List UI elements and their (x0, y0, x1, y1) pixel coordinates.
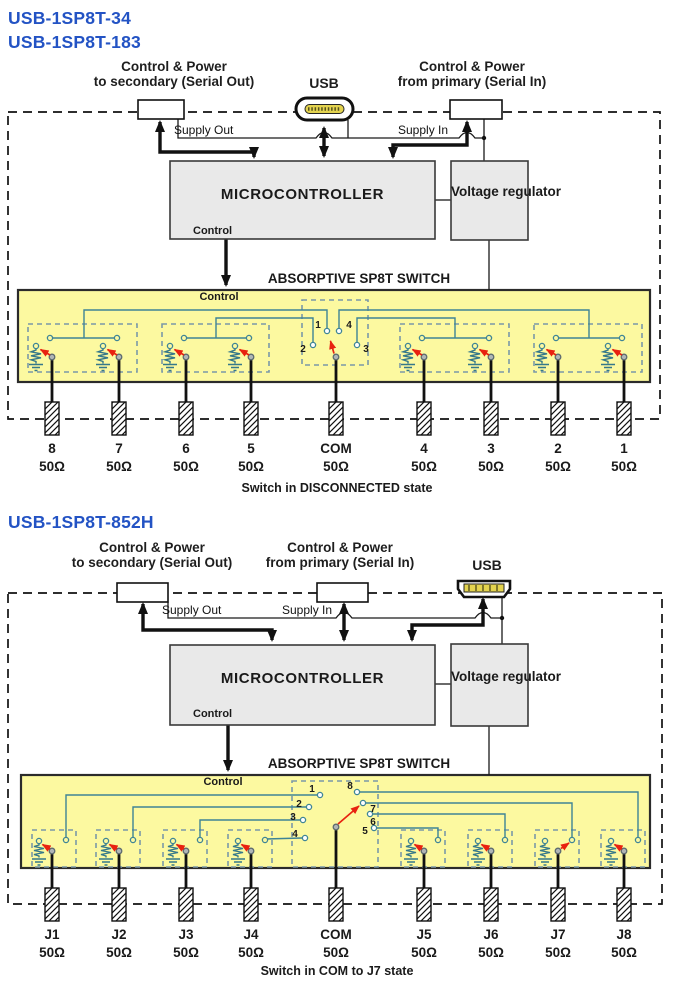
com-terminal-2: 2 (300, 344, 306, 355)
port-impedance: 50Ω (238, 945, 264, 960)
port-impedance: 50Ω (478, 459, 504, 474)
usb-mini-connector (458, 581, 510, 597)
port-label: J2 (111, 927, 127, 942)
port-impedance: 50Ω (39, 459, 65, 474)
com-terminal-1: 1 (315, 320, 321, 331)
serial-out-label-line2: to secondary (Serial Out) (93, 74, 255, 89)
port-label: 6 (182, 441, 190, 456)
port-impedance: 50Ω (39, 945, 65, 960)
junction-dot (500, 616, 504, 620)
com-terminal-6: 6 (370, 817, 376, 828)
port-label: 7 (115, 441, 123, 456)
serial-in-connector (317, 583, 368, 602)
serial-out-label-line1: Control & Power (121, 59, 227, 74)
voltage-regulator-box (451, 644, 562, 726)
port-label: 4 (420, 441, 428, 456)
com-terminal-1: 1 (309, 784, 315, 795)
serial-in-label-line2: from primary (Serial In) (397, 74, 547, 89)
port-label: COM (320, 927, 352, 942)
com-terminal-3: 3 (290, 812, 296, 823)
port-impedance: 50Ω (106, 945, 132, 960)
switch-title-label: ABSORPTIVE SP8T SWITCH (267, 271, 451, 286)
usb-data-arrow (412, 599, 483, 640)
port-label: J6 (483, 927, 499, 942)
port-label: COM (320, 441, 352, 456)
diagram2-caption: Switch in COM to J7 state (260, 964, 414, 978)
port-impedance: 50Ω (545, 945, 571, 960)
microcontroller-label: MICROCONTROLLER (220, 670, 385, 687)
port-label: 2 (554, 441, 562, 456)
com-terminal-4: 4 (292, 829, 298, 840)
com-terminal-5: 5 (362, 826, 368, 837)
switch-control-label: Control (199, 291, 239, 303)
diagram1-graphics (8, 98, 660, 435)
com-terminal-2: 2 (296, 799, 302, 810)
port-impedance: 50Ω (173, 459, 199, 474)
diagram1-caption: Switch in DISCONNECTED state (241, 481, 433, 495)
model-title-1: USB-1SP8T-34 (8, 8, 132, 28)
usb-c-connector (296, 98, 353, 120)
port-impedance: 50Ω (323, 459, 349, 474)
port-label: 8 (48, 441, 56, 456)
serial-in-label-line1: Control & Power (419, 59, 525, 74)
port-label: J1 (44, 927, 60, 942)
model-title-3: USB-1SP8T-852H (8, 512, 154, 532)
port-impedance: 50Ω (611, 459, 637, 474)
microcontroller-label: MICROCONTROLLER (220, 186, 385, 203)
port-impedance: 50Ω (411, 459, 437, 474)
serial-out-label-line1: Control & Power (99, 540, 205, 555)
serial-in-connector (450, 100, 502, 119)
port-label: J8 (616, 927, 632, 942)
port-label: J7 (550, 927, 566, 942)
com-terminal-7: 7 (370, 804, 376, 815)
model-title-2: USB-1SP8T-183 (8, 32, 141, 52)
serial-out-connector (138, 100, 184, 119)
voltage-regulator-label: Voltage regulator (451, 184, 562, 199)
com-terminal-3: 3 (363, 344, 369, 355)
com-terminal-8: 8 (347, 781, 353, 792)
serial-out-connector (117, 583, 168, 602)
micro-control-label: Control (193, 225, 233, 237)
port-impedance: 50Ω (411, 945, 437, 960)
com-terminal-4: 4 (346, 320, 352, 331)
port-impedance: 50Ω (611, 945, 637, 960)
junction-dot (482, 136, 486, 140)
supply-out-label: Supply Out (174, 123, 234, 137)
supply-in-label: Supply In (398, 123, 449, 137)
usb-label: USB (309, 75, 339, 91)
port-impedance: 50Ω (238, 459, 264, 474)
port-label: J3 (178, 927, 194, 942)
usb-label: USB (472, 557, 502, 573)
port-impedance: 50Ω (323, 945, 349, 960)
serial-in-label-line1: Control & Power (287, 540, 393, 555)
supply-in-label: Supply In (282, 603, 333, 617)
port-label: 1 (620, 441, 628, 456)
port-label: 3 (487, 441, 495, 456)
micro-control-label: Control (193, 708, 233, 720)
port-impedance: 50Ω (545, 459, 571, 474)
port-impedance: 50Ω (173, 945, 199, 960)
switch-control-label: Control (203, 776, 243, 788)
serial-out-label-line2: to secondary (Serial Out) (71, 555, 233, 570)
port-label: J5 (416, 927, 432, 942)
voltage-regulator-box (451, 161, 562, 240)
switch-title-label: ABSORPTIVE SP8T SWITCH (267, 756, 451, 771)
serial-in-label-line2: from primary (Serial In) (265, 555, 415, 570)
supply-out-label: Supply Out (162, 603, 222, 617)
voltage-regulator-label: Voltage regulator (451, 669, 562, 684)
port-label: J4 (243, 927, 259, 942)
port-impedance: 50Ω (478, 945, 504, 960)
port-label: 5 (247, 441, 255, 456)
port-impedance: 50Ω (106, 459, 132, 474)
diagram2-graphics (8, 581, 662, 921)
